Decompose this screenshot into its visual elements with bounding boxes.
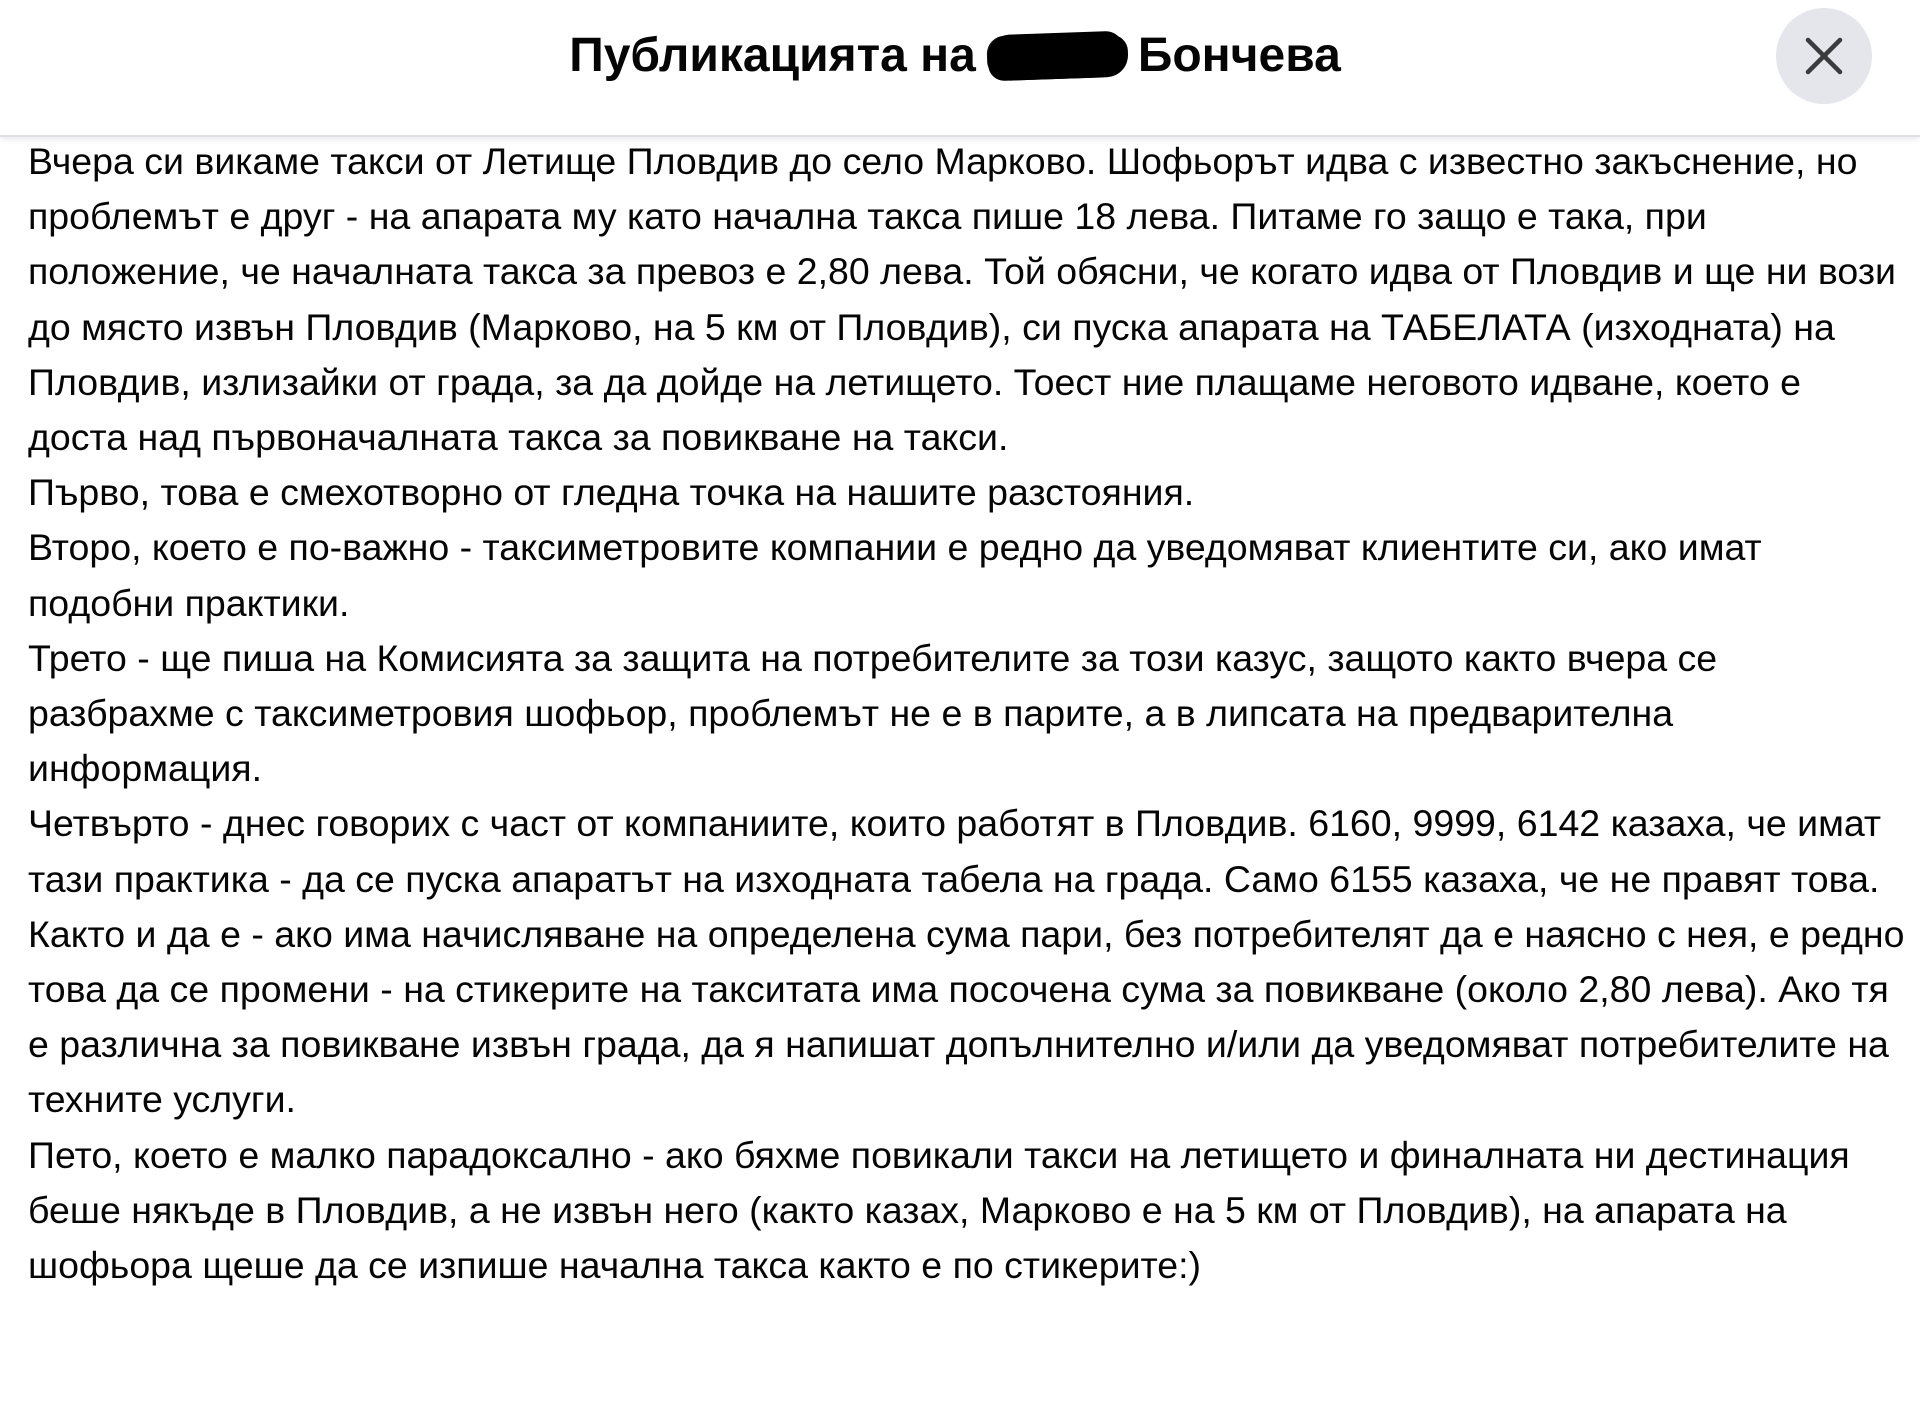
post-paragraph-3: Второ, което е по-важно - таксиметровите компании е редно да уведомяват клиентите си, ако имат подобни практики. bbox=[28, 526, 1762, 624]
post-paragraph-1: Вчера си викаме такси от Летище Пловдив до село Марково. Шофьорът идва с известно закъснение, но проблемът е друг - на апарата му като начална такса пише 18 лева. Питаме го защо е така, при положение, че началната такса за превоз е 2,80 лева. Той обясни, че когато идва от Пловдив и ще ни вози до място извън Пловдив (Марково, на 5 км от Пловдив), си пуска апарата на ТАБЕЛАТА (изходната) на Пловдив, излизайки от града, за да дойде на летището. Тоест ние плащаме неговото идване, което е доста над първоначалната такса за повикване на такси. bbox=[28, 140, 1896, 459]
dialog-title-suffix: Бончева bbox=[1137, 29, 1341, 82]
dialog-title bbox=[0, 26, 1910, 86]
close-button[interactable] bbox=[1776, 8, 1872, 104]
dialog-title-prefix: Публикацията на bbox=[569, 29, 976, 82]
dialog-header bbox=[0, 0, 1920, 137]
post-paragraph-5: Четвърто - днес говорих с част от компаниите, които работят в Пловдив. 6160, 9999, 6142 казаха, че имат тази практика - да се пуска апаратът на изходната табела на града. Само 6155 казаха, че не правят това. bbox=[28, 802, 1882, 900]
redacted-name-mark bbox=[987, 31, 1125, 82]
post-paragraph-7: Пето, което е малко парадоксално - ако бяхме повикали такси на летището и финалната ни дестинация беше някъде в Пловдив, а не извън него (както казах, Марково е на 5 км от Пловдив), на апарата на шофьора щеше да се изпише начална такса както е по стикерите:) bbox=[28, 1133, 1850, 1287]
post-text bbox=[28, 134, 1908, 1401]
post-paragraph-2: Първо, това е смехотворно от гледна точка на нашите разстояния. bbox=[28, 471, 1195, 514]
post-paragraph-6: Както и да е - ако има начисляване на определена сума пари, без потребителят да е наясно с нея, е редно това да се промени - на стикерите на такситата има посочена сума за повикване (около 2,80 лева). Ако тя е различна за повикване извън града, да я напишат допълнително и/или да уведомяват потребителите на техните услуги. bbox=[28, 912, 1905, 1121]
post-paragraph-4: Трето - ще пиша на Комисията за защита на потребителите за този казус, защото както вчера се разбрахме с таксиметровия шофьор, проблемът не е в парите, а в липсата на предварителна информация. bbox=[28, 636, 1718, 790]
close-icon bbox=[1804, 36, 1844, 76]
